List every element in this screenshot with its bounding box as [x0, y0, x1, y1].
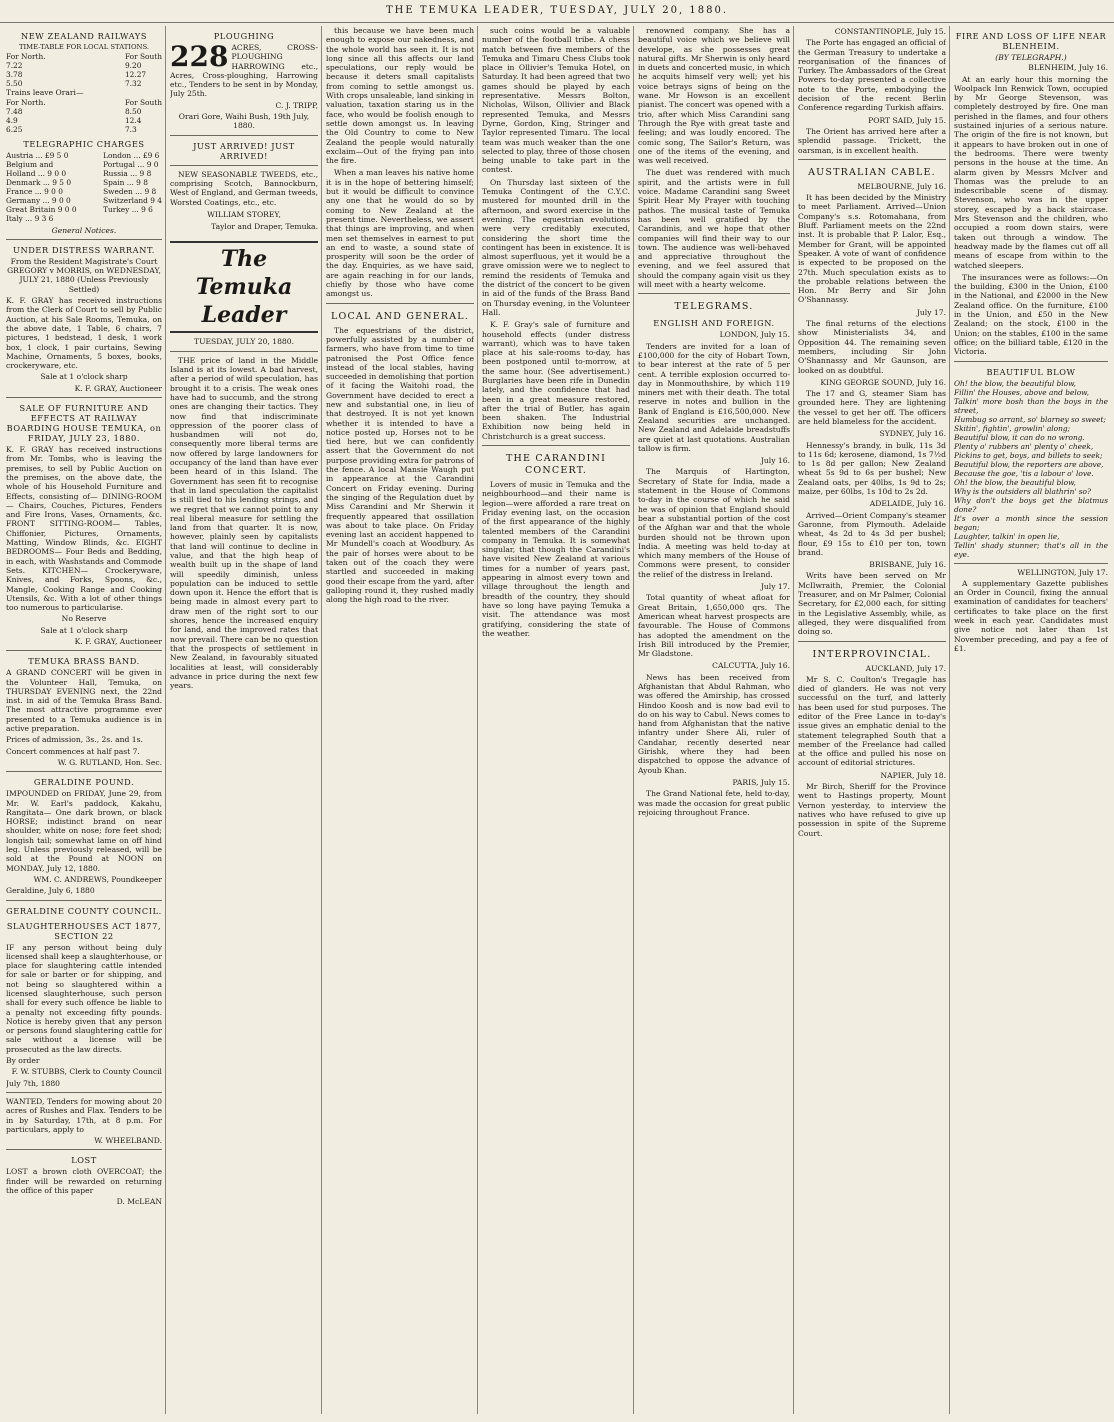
- pound-notice: IMPOUNDED on FRIDAY, June 29, from Mr. W. Earl's paddock, Kakahu, Rangitata— One dark brown, or black HORSE; indistinct brand on near shoulder, white on nose; fore feet shod; longish tail; somewhat lame on off hind leg. Unless previously released, will be sold at the Pound at NOON on MONDAY, July 12, 1880.: [6, 789, 162, 873]
- column-rule: [793, 26, 794, 1414]
- divider: [798, 159, 946, 160]
- paris-dateline: PARIS, July 15.: [732, 777, 790, 787]
- column-rule: [949, 26, 950, 1414]
- train-times-temuka: [6, 52, 162, 88]
- port-said-text: The Orient has arrived here after a splendid passage. Trickett, the oarsman, is in excellent health.: [798, 126, 946, 155]
- local-general-text: The equestrians of the district, powerfully assisted by a number of farmers, who have from time to time patronised the Post Office fence instead of the local stables, having succeeded in demolishing that portion of it facing the Waitohi road, the Government have decided to erect a new and substantial one, in lieu of that destroyed. It is not yet known whether it is intended to have a notice posted up, Horses not to be tied here, but we can confidently assert that the Government do not purpose providing extra for patrons of the fence. A local Mansie Waugh put in appearance at the Carandini Concert on Friday evening. During the singing of the Regulation duet by Miss Carandini and Mr Sherwin it frequently appeared that ossillation was about to take place. On Friday evening last an accident happened to Mr Mundell's coach at Woodbury. As the pair of horses were about to be taken out of the coach they were startled and succeeded in making good their escape from the yard, after galloping round it, they rushed madly along the high road to the river.: [326, 325, 474, 605]
- carandini-text: Lovers of music in Temuka and the neighbourhood—and their name is legion—were afforded a rare treat on Friday evening last, on the occasion of the first appearance of the highly talented members of the Carandini company in Temuka. It is somewhat singular, that though the Carandini's have visited New Zealand at various times for a number of years past, appearing in almost every town and village throughout the length and breadth of the country, they should have so long have paying Temuka a visit. The attendance was most gratifying, considering the state of the weather.: [482, 480, 630, 638]
- column-4: [482, 26, 630, 1414]
- mclean-signature: D. McLEAN: [116, 1197, 162, 1207]
- concert-review-text-2: The duet was rendered with much spirit, and the artists were in full voice. Madame Carandini sang Sweet Spirit Hear My Prayer with touching pathos. The musical taste of Temuka has been well gratified by the Carandinis, and we hope that other companies will find their way to our town. The audience was well-behaved and appreciative throughout the evening, and we feel assured that should the company again visit us they will meet with a hearty welcome.: [638, 168, 790, 290]
- interprovincial-heading: INTERPROVINCIAL.: [812, 648, 932, 660]
- stubbs-date: July 7th, 1880: [6, 1078, 60, 1088]
- divider: [6, 397, 162, 398]
- wheelband-signature: W. WHEELBAND.: [94, 1136, 162, 1146]
- commence-line: Concert commences at half past 7.: [6, 746, 140, 756]
- auckland-text: Mr S. C. Coulton's Tregagle has died of glanders. He was not very successful on the turf, and latterly has been used for stud purposes. The editor of the Free Lance in to-day's issue gives an emphatic denial to the statement telegraphed South that a member of the Freelance had called at the office and pulled his nose on account of editorial strictures.: [798, 674, 946, 768]
- london-dateline: LONDON, July 15.: [719, 330, 790, 340]
- gray-notice: K. F. GRAY has received instructions from the Clerk of Court to sell by Public Auction, at his Sale Rooms, Temuka, on the above date, 1 Table, 6 chairs, 7 pictures, 1 bedstead, 1 desk, 1 work box, 1 clock, 1 pair curtains, Sewing Machine, Ornaments, 5 boxes, books, crockeryware, etc.: [6, 296, 162, 371]
- sale-time-2: Sale at 1 o'clock sharp: [40, 625, 128, 635]
- constantinople-dateline: CONSTANTINOPLE, July 15.: [834, 27, 946, 36]
- tripp-place: Orari Gore, Waihi Bush, 19th July, 1880.: [178, 112, 310, 131]
- divider: [6, 1092, 162, 1093]
- australian-cable-heading: AUSTRALIAN CABLE.: [808, 166, 936, 178]
- porte-text: The Porte has engaged an official of the German Treasury to undertake a reorganisation of the finances of Turkey. The Ambassadors of the Great Powers to-day presented a collective note to the Porte, embodying the decision of the recent Berlin Conference regarding Turkish affairs.: [798, 38, 946, 113]
- wheat-text: Total quantity of wheat afloat for Great Britain, 1,650,000 qrs. The American wheat harvest prospects are favourable. The House of Commons has adopted the amendment on the Irish Bill introduced by the Premier, Mr Gladstone.: [638, 593, 790, 659]
- trains-orari-label: Trains leave Orari—: [6, 88, 84, 98]
- king-george-dateline: KING GEORGE SOUND, July 16.: [820, 377, 946, 387]
- gray-signature: K. F. GRAY, Auctioneer: [74, 383, 162, 393]
- ploughing-heading: PLOUGHING: [213, 31, 275, 41]
- slaughter-heading: SLAUGHTERHOUSES ACT 1877, SECTION 22: [6, 920, 162, 941]
- wellington-dateline: WELLINGTON, July 17.: [1017, 567, 1108, 577]
- fire-text: At an early hour this morning the Woolpack Inn Renwick Town, occupied by Mr George Stevenson, was completely destroyed by fire. One man perished in the flames, and four others sustained injuries of a serious nature. The origin of the fire is not known, but it appears to have broken out in one of the bedrooms. There were twenty persons in the house at the time. An alarm given by Messrs McIver and Thomas was the prelude to an indescribable scene of dismay. Stevenson, who was in the upper storey, escaped by a back staircase. Mrs Stevenson and the children, who occupied a room down stairs, were taken out through a window. The headway made by the flames cut off all means of escape from within to the watched sleepers.: [954, 74, 1108, 270]
- king-george-text: The 17 and G, steamer Siam has grounded here. They are lightening the vessel to get her off. The officers are held blameless for the accident.: [798, 389, 946, 426]
- july16-dateline: July 16.: [760, 456, 790, 466]
- lost-heading: LOST: [71, 1155, 97, 1166]
- brisbane-dateline: BRISBANE, July 16.: [869, 560, 946, 570]
- arrived-heading: JUST ARRIVED! JUST ARRIVED!: [193, 140, 295, 161]
- column-rule: [165, 26, 166, 1414]
- blenheim-dateline: BLENHEIM, July 16.: [1028, 63, 1108, 73]
- telegraphic-table: [6, 151, 162, 223]
- running-header: THE TEMUKA LEADER, TUESDAY, JULY 20, 1880.: [0, 0, 1114, 23]
- hartington-text: The Marquis of Hartington, Secretary of State for India, made a statement in the House of Commons to-day in the course of which he said he was of opinion that England should bear a substantial portion of the cost of the Afghan war and that the whole burden should not be thrown upon India. A meeting was held to-day at which many members of the House of Commons were present, to consider the relief of the distress in Ireland.: [638, 467, 790, 579]
- divider: [954, 361, 1108, 362]
- carandini-heading: THE CARANDINI CONCERT.: [505, 453, 607, 477]
- port-said-dateline: PORT SAID, July 15.: [868, 115, 946, 125]
- issue-date: TUESDAY, JULY 20, 1880.: [194, 337, 294, 347]
- andrews-date: Geraldine, July 6, 1880: [6, 886, 95, 896]
- july17-dateline: July 17.: [760, 582, 790, 592]
- sydney-text: Hennessy's brandy, in bulk, 11s 3d to 11s 6d; kerosene, diamond, 1s 7½d to 1s 8d per gallon; New Zealand wheat 5s 9d to 6s per bushel; New Zealand oats, per 40lbs, 1s 9d to 2s; maize, per 60lbs, 1s 10d to 2s 2d.: [798, 440, 946, 497]
- wanted-notice: WANTED, Tenders for mowing about 20 acres of Rushes and Flax. Tenders to be in by Saturday, 17th, at 8 p.m. For particulars, apply to: [6, 1096, 162, 1134]
- times-south-orari: For South 8.50 12.4 7.3: [124, 97, 162, 134]
- local-general-heading: LOCAL AND GENERAL.: [330, 310, 470, 322]
- gray-sale-text: K. F. Gray's sale of furniture and household effects (under distress warrant), which was to have taken place at his sale-rooms to-day, has been postponed until to-morrow, at the same hour. (See advertisement.) Burglaries have been rife in Dunedin lately, and the confidence that had been in a great measure restored, after the trial of Butler, has again been shaken. The Industrial Exhibition now being held in Christchurch is a great success.: [482, 320, 630, 441]
- divider: [798, 641, 946, 642]
- gazette-text: A supplementary Gazette publishes an Order in Council, fixing the annual examination of candidates for teachers' certificates to take place on the first week in each year. Candidates must give notice not later than 1st November preceding, and pay a fee of £1.: [954, 578, 1108, 653]
- adelaide-text: Arrived—Orient Company's steamer Garonne, from Plymouth. Adelaide wheat, 4s 2d to 4s 3d per bushel; flour, £9 15s to £10 per ton, town brand.: [798, 510, 946, 557]
- by-telegraph: (BY TELEGRAPH.): [995, 53, 1067, 62]
- divider: [6, 239, 162, 240]
- adelaide-dateline: ADELAIDE, July 16.: [869, 499, 946, 509]
- times-north-orari: For North. 7.48 4.9 6.25: [6, 97, 46, 134]
- divider: [638, 293, 790, 294]
- furniture-heading: SALE OF FURNITURE AND EFFECTS AT RAILWAY BOARDING HOUSE TEMUKA, on FRIDAY, JULY 23, 1880.: [6, 403, 162, 444]
- divider: [954, 563, 1108, 564]
- no-reserve: No Reserve: [61, 614, 107, 624]
- storey-signature: WILLIAM STOREY,: [207, 209, 281, 219]
- napier-text: Mr Birch, Sheriff for the Province went to Hastings property, Mount Vernon yesterday, to interview the natives who have refused to give up possession in spite of the Supreme Court.: [798, 782, 946, 838]
- divider: [6, 1149, 162, 1150]
- foreign-heading: ENGLISH AND FOREIGN.: [653, 318, 775, 329]
- melbourne-text-2: The final returns of the elections show Ministerialists 34, and Opposition 44. The remaining seven members, including Sir John O'Shannassy and Mr Gaunson, are looked on as doubtful.: [798, 319, 946, 375]
- concert-notice: A GRAND CONCERT will be given in the Volunteer Hall, Temuka, on THURSDAY EVENING next, the 22nd inst. in aid of the Temuka Brass Band. The most attractive programme ever presented to a Temuka audience is in active preparation.: [6, 668, 162, 734]
- melbourne-dateline: MELBOURNE, July 16.: [857, 181, 946, 191]
- chess-text: such coins would be a valuable number of the football tribe. A chess match between five members of the Temuka and Timaru Chess Clubs took place in Ollivier's Temuka Hotel, on Saturday. It had been agreed that two games should be played by each representative. Messrs Bolton, Nicholas, Wilson, Ollivier and Black represented Temuka, and Messrs Dyrne, Gordon, King, Stringer and Taylor represented Timaru. The local team was much weaker than the one selected to play, three of those chosen being unable to take part in the contest.: [482, 26, 630, 175]
- divider: [6, 771, 162, 772]
- column-7: [954, 26, 1108, 1414]
- andrews-signature: WM. C. ANDREWS, Poundkeeper: [33, 874, 162, 884]
- furniture-notice: K. F. GRAY has received instructions from Mr. Tombs, who is leaving the premises, to sell by Public Auction on the premises, on the above date, the whole of his Household Furniture and Effects, consisting of— DINING-ROOM— Chairs, Couches, Pictures, Fenders and Fire Irons, Vases, Ornaments, &c. FRONT SITTING-ROOM— Tables, Chiffonier, Pictures, Ornaments, Matting, Window Blinds, &c. EIGHT BEDROOMS— Four Beds and Bedding, in each, with Washstands and Commode Sets. KITCHEN— Crockeryware, Knives, and Forks, Spoons, &c., Mangle, Cooking Range and Cooking Utensils, &c. With a lot of other things too numerous to particularise.: [6, 445, 162, 613]
- train-times-orari: [6, 98, 162, 134]
- stubbs-signature: F. W. STUBBS, Clerk to County Council: [11, 1067, 162, 1077]
- london-text: Tenders are invited for a loan of £100,000 for the city of Hobart Town, to bear interest at the rate of 5 per cent. A terrible explosion occurred to-day in Monmouthshire, by which 119 miners met with their death. The total reserve in notes and bullion in the Bank of England is £16,500,000. New Zealand securities are unchanged. New Zealand and Adelaide breadstuffs are quiet at last quotations. Australian tallow is firm.: [638, 341, 790, 453]
- napier-dateline: NAPIER, July 18.: [880, 770, 946, 780]
- slaughter-notice: IF any person without being duly licensed shall keep a slaughterhouse, or place for slaughtering cattle intended for sale or barter or for shipping, and not being so slaughtered within a licensed slaughterhouse, such person shall for every such offence be liable to a penalty not exceeding fifty pounds. Notice is hereby given that any person or persons found slaughtering cattle for sale without a license will be prosecuted as the law directs.: [6, 942, 162, 1054]
- column-rule: [321, 26, 322, 1414]
- divider: [170, 165, 318, 166]
- fire-heading: FIRE AND LOSS OF LIFE NEAR BLENHEIM.: [955, 31, 1107, 51]
- poem-text: Oh! the blow, the beautiful blow, Fillin' the Houses, above and below, Talkin' more bosh than the boys in the street, Humbug so arrant, so' blarney so sweet; Skitin', fightin', growlin' along; Beautiful blow, it can do no wrong. Plenty o' rubbers an' plenty o' cheek, Pickins to get, boys, and billets to seek; Beautiful blow, the reporters are above, Because the goe, 'tis a labour o' love. Oh! the blow, the beautiful blow, Why is the outsiders all blathrin' so? Why don't the boys get the blatmus done? It's over a month since the session began; Laughter, talkin' in open lie, Tellin' shady stunner; that's all in the eye.: [954, 378, 1108, 559]
- divider: [326, 303, 474, 304]
- general-notices-label: General Notices.: [51, 225, 117, 235]
- telegraphic-left: Austria ... £9 5 0 Belgium and Holland ... 9 0 0 Denmark ... 9 5 0 France ... 9 0 0 Germany ... 9 0 0 Great Britain 9 0 0 Italy ... 9 3 6: [6, 150, 77, 223]
- times-north: For North. 7.22 3.78 5.50: [6, 52, 46, 89]
- warrant-text: From the Resident Magistrate's Court GREGORY v MORRIS, on WEDNESDAY, JULY 21, 1880 (Unless Previously Settled): [7, 256, 161, 294]
- ploughing-number: 228: [170, 40, 229, 73]
- editorial-continued: this because we have been much enough to expose our nakedness, and the whole world has seen it. It is not long since all this affects our land speculations, our reply would be because it deters small capitalists from coming to settle amongst us. With crops unsaleable, land sinking in valuation, taxation staring us in the face, who would be foolish enough to settle down amongst us. In leaving the Old Country to come to New Zealand the people would naturally exclaim—Out of the frying pan into the fire.: [326, 26, 474, 166]
- divider: [482, 445, 630, 446]
- gray-signature-2: K. F. GRAY, Auctioneer: [74, 636, 162, 646]
- telegraphic-right: London ... £9 6 Portugal ... 9 0 Russia ... 9 8 Spain ... 9 8 Sweden ... 9 8 Switzerland 9 4 Turkey ... 9 6: [103, 150, 162, 214]
- calcutta-dateline: CALCUTTA, July 16.: [712, 661, 790, 671]
- timetable-subheading: TIME-TABLE FOR LOCAL STATIONS.: [18, 43, 150, 51]
- melbourne-text: It has been decided by the Ministry to meet Parliament. Arrived—Union Company's s.s. Rotomahana, from Bluff. Parliament meets on the 22nd inst. It is probable that P. Lalor, Esq., Member for Grant, will be appointed Speaker. A vote of want of confidence is expected to be proposed on the 27th. Much speculation exists as to the probable relations between the Hon. Mr Berry and Sir John O'Shannassy.: [798, 193, 946, 305]
- divider: [6, 900, 162, 901]
- concert-review-text: renowned company. She has a beautiful voice which we believe will develope, as she possesses great natural gifts. Mr Sherwin is only heard in duets and concerted music, in which he acquits himself very well; yet his voice betrays signs of being on the wane. Mr Howson is an excellent pianist. The concert was opened with a trio, after which Miss Carandini sang Through the Rye with great taste and feeling; and was loudly encored. The comic song, The Sailor's Return, was one of the items of the evening, and was well received.: [638, 26, 790, 166]
- divider: [170, 351, 318, 352]
- column-1: [6, 26, 162, 1414]
- telegraphic-heading: TELEGRAPHIC CHARGES: [23, 138, 145, 149]
- july17-dateline-2: July 17.: [916, 307, 946, 317]
- storey-subtitle: Taylor and Draper, Temuka.: [211, 222, 318, 232]
- times-south: For South 9.20 12.27 7.32: [124, 52, 162, 89]
- brisbane-text: Writs have been served on Mr McIlwraith, Premier, the Colonial Treasurer, and on Mr Palmer, Colonial Secretary, for £2,000 each, for sitting in the Legislative Assembly, while, as alleged, they were disqualified from doing so.: [798, 571, 946, 637]
- insurance-text: The insurances were as follows:—On the building, £300 in the Union, £100 in the National, and £2000 in the New Zealand office. On the furniture, £100 in the Union, and £50 in the New Zealand; on the stock, £100 in the Union; on the stables, £100 in the same office; on the billiard table, £120 in the Victoria.: [954, 272, 1108, 357]
- ploughing-notice: ACRES, CROSS-PLOUGHING HARROWING etc., Acres, Cross-ploughing, Harrowing etc., Tenders to be sent in by Monday, July 25th.: [170, 43, 318, 99]
- column-2: [170, 26, 318, 1414]
- paris-text: The Grand National fete, held to-day, was made the occasion for great public rejoicing throughout France.: [638, 789, 790, 817]
- newspaper-title: The Temuka Leader: [170, 241, 318, 333]
- editorial-text: THE price of land in the Middle Island is at its lowest. A bad harvest, after a period of wild speculation, has brought it to a crisis. The weak ones have had to succumb, and the strong ones are changing their tactics. They now find that indiscriminate oppression of the poorer class of husbandmen will not do, consequently more liberal terms are now offered by large landowners for occupancy of the land than have ever been heard of in this Island. The Government has seen fit to recognise that in land speculation the capitalist is still tied to his lending strings, and we regret that we cannot point to any real liberal measure for settling the land from that quarter. It is now, however, plainly seen by capitalists that land will continue to decline in value, and that the high heap of wealth built up in the shape of land will speedily diminish, unless population can be induced to settle down upon it. Hence the effort that is being made in almost every part to draw men of the right sort to our shores, hence the increased enquiry for land, and the improved rates that now prevail. There can be no question that the prospects of settlement in New Zealand, in favourably situated localities at least, will considerably advance in price during the next few years.: [170, 355, 318, 691]
- column-3: [326, 26, 474, 1414]
- prices-line: Prices of admission, 3s., 2s. and 1s.: [6, 735, 143, 745]
- poem-heading: BEAUTIFUL BLOW: [986, 366, 1076, 377]
- sydney-dateline: SYDNEY, July 16.: [879, 429, 946, 439]
- divider: [6, 650, 162, 651]
- pound-heading: GERALDINE POUND.: [33, 777, 135, 788]
- rutland-signature: W. G. RUTLAND, Hon. Sec.: [57, 757, 162, 767]
- column-6: [798, 26, 946, 1414]
- order-line: By order: [6, 1056, 40, 1066]
- column-rule: [633, 26, 634, 1414]
- council-heading: GERALDINE COUNTY COUNCIL.: [6, 905, 162, 916]
- sale-time: Sale at 1 o'clock sharp: [40, 372, 128, 382]
- tripp-signature: C. J. TRIPP,: [275, 100, 318, 110]
- column-5: [638, 26, 790, 1414]
- railways-heading: NEW ZEALAND RAILWAYS: [20, 31, 148, 41]
- lost-notice: LOST a brown cloth OVERCOAT; the finder will be rewarded on returning the office of this paper: [6, 1167, 162, 1196]
- calcutta-text: News has been received from Afghanistan that Abdul Rahman, who was offered the Amirship, has crossed Hindoo Koosh and is now bad evil to do on his way to Cabul. News comes to hand from Afghanistan that the native infantry under Shere Ali, ruler of Candahar, recently deserted near Girishk, where they had been dispatched to oppose the advance of Ayoub Khan.: [638, 672, 790, 775]
- cavalry-text: On Thursday last sixteen of the Temuka Contingent of the C.Y.C. mustered for mounted drill in the afternoon, and sword exercise in the evening. The equestrian evolutions were very creditably executed, considering the short time the contingent has been in existence. It is almost superfluous, yet it would be a grave omission were we to neglect to remind the residents of Temuka and the district of the concert to be given in aid of the funds of the Brass Band on Thursday evening, in the Volunteer Hall.: [482, 177, 630, 317]
- band-heading: TEMUKA BRASS BAND.: [28, 656, 140, 667]
- tweeds-notice: NEW SEASONABLE TWEEDS, etc., comprising Scotch, Bannockburn, West of England, and German tweeds, Worsted Coatings, etc., etc.: [170, 169, 318, 207]
- divider: [170, 135, 318, 136]
- telegrams-heading: TELEGRAMS.: [674, 301, 754, 313]
- column-rule: [477, 26, 478, 1414]
- auckland-dateline: AUCKLAND, July 17.: [865, 663, 946, 673]
- warrant-heading: UNDER DISTRESS WARRANT.: [12, 244, 156, 255]
- editorial-continued-2: When a man leaves his native home it is in the hope of bettering himself; but it would be difficult to convince any one that he would do so by coming to New Zealand at the present time. Nevertheless, we assert that things are improving, and when men set themselves in earnest to put an end to waste, a sound state of prosperity will soon be the order of the day. Enquiries, as we have said, are again reaching in for our lands, chiefly by those who have come amongst us.: [326, 168, 474, 299]
